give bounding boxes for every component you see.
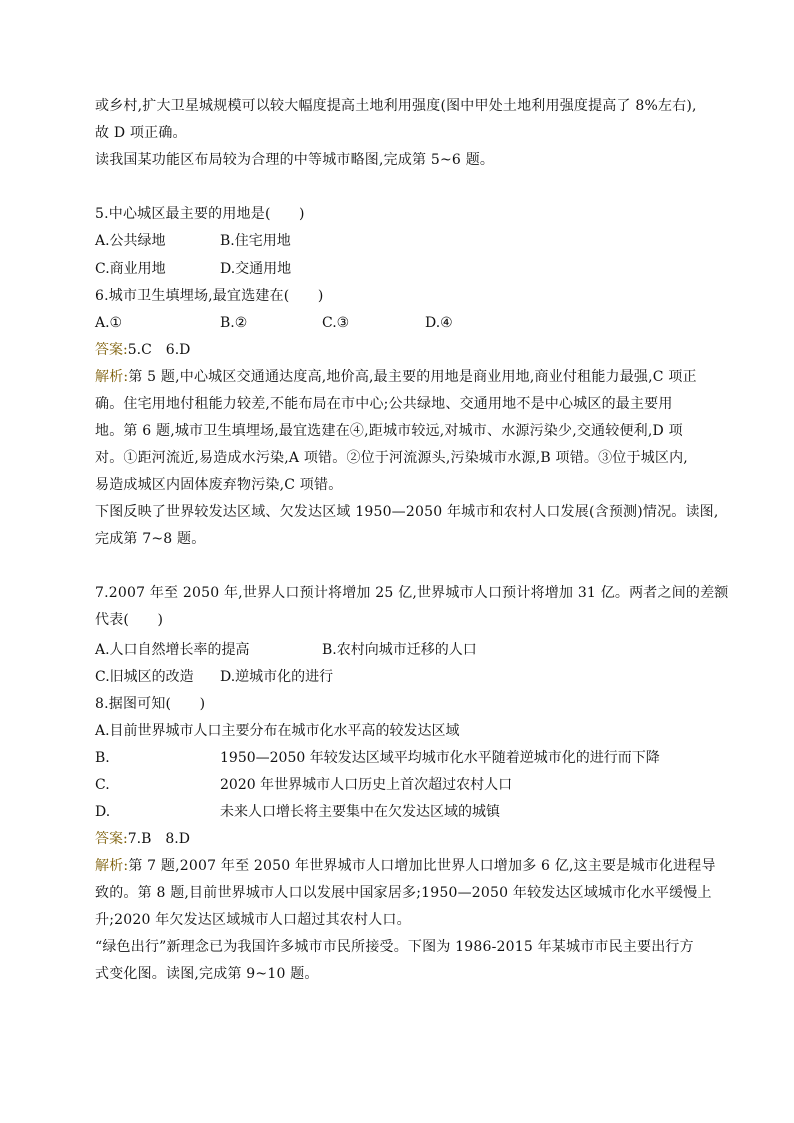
q8-option-a: A.目前世界城市人口主要分布在城市化水平高的较发达区域 [95,723,460,739]
intro-7-8-line: 下图反映了世界较发达区域、欠发达区域 1950—2050 年城市和农村人口发展(含预测)情况。读图, [95,504,719,520]
question-7-stem: 代表( ) [95,612,164,628]
q8-option-b: 1950—2050 年较发达区域平均城市化水平随着逆城市化的进行而下降 [220,750,660,766]
q6-option-d: D.④ [425,315,453,331]
intro-line: 或乡村,扩大卫星城规模可以较大幅度提高土地利用强度(图中甲处土地利用强度提高了 8%左右), [95,98,697,114]
answer-value: 5.C 6.D [127,342,191,358]
answer-value: 7.B 8.D [127,831,190,847]
q5-option-c: C.商业用地 [95,261,166,277]
q7-option-b: B.农村向城市迁移的人口 [322,642,477,658]
q7-option-c: C.旧城区的改造 [95,669,194,685]
q6-option-a: A.① [95,315,123,331]
answer-label: 答案: [95,342,128,358]
answer-5-6 [95,340,190,360]
question-8-stem: 8.据图可知( ) [95,696,206,712]
intro-9-10-line: “绿色出行”新理念已为我国许多城市市民所接受。下图为 1986-2015 年某城市市民主要出行方 [95,939,694,955]
answer-label: 答案: [95,831,128,847]
q6-option-c: C.③ [322,315,350,331]
q5-option-d: D.交通用地 [220,261,292,277]
explanation-7-8-line: 升;2020 年欠发达区域城市人口超过其农村人口。 [95,912,411,928]
explanation-5-6-line: 确。住宅用地付租能力较差,不能布局在市中心;公共绿地、交通用地不是中心城区的最主要用 [95,396,673,412]
question-5-stem: 5.中心城区最主要的用地是( ) [95,206,305,222]
q8-option-c: 2020 年世界城市人口历史上首次超过农村人口 [220,777,513,793]
answer-7-8 [95,829,190,849]
question-7-stem: 7.2007 年至 2050 年,世界人口预计将增加 25 亿,世界城市人口预计将增加 31 亿。两者之间的差额 [95,585,729,601]
explanation-5-6-line: 对。①距河流近,易造成水污染,A 项错。②位于河流源头,污染城市水源,B 项错。③位于城区内, [95,450,688,466]
explanation-5-6-line: 易造成城区内固体废弃物污染,C 项错。 [95,477,343,493]
intro-line: 故 D 项正确。 [95,125,187,141]
question-6-stem: 6.城市卫生填埋场,最宜选建在( ) [95,288,324,304]
explanation-7-8-line: 解析:第 7 题,2007 年至 2050 年世界城市人口增加比世界人口增加多 6 亿,这主要是城市化进程导 [95,858,716,874]
q8-option-c-label: C. [95,777,110,793]
explanation-label: 解析: [95,369,129,385]
q8-option-d-label: D. [95,804,111,820]
explanation-7-8-line: 致的。第 8 题,目前世界城市人口以发展中国家居多;1950—2050 年较发达区域城市化水平缓慢上 [95,885,712,901]
explanation-label: 解析: [95,858,129,874]
q8-option-b-label: B. [95,750,110,766]
q7-option-a: A.人口自然增长率的提高 [95,642,250,658]
explanation-5-6-line: 解析:第 5 题,中心城区交通通达度高,地价高,最主要的用地是商业用地,商业付租能力最强,C 项正 [95,369,697,385]
q8-option-d: 未来人口增长将主要集中在欠发达区域的城镇 [220,804,500,820]
q5-option-b: B.住宅用地 [220,233,291,249]
q5-option-a: A.公共绿地 [95,233,166,249]
explanation-5-6-line: 地。第 6 题,城市卫生填埋场,最宜选建在④,距城市较远,对城市、水源污染少,交通较便利,D 项 [95,423,683,439]
intro-9-10-line: 式变化图。读图,完成第 9~10 题。 [95,966,319,982]
q7-option-d: D.逆城市化的进行 [220,669,334,685]
intro-7-8-line: 完成第 7~8 题。 [95,531,206,547]
intro-line: 读我国某功能区布局较为合理的中等城市略图,完成第 5~6 题。 [95,152,495,168]
q6-option-b: B.② [220,315,248,331]
